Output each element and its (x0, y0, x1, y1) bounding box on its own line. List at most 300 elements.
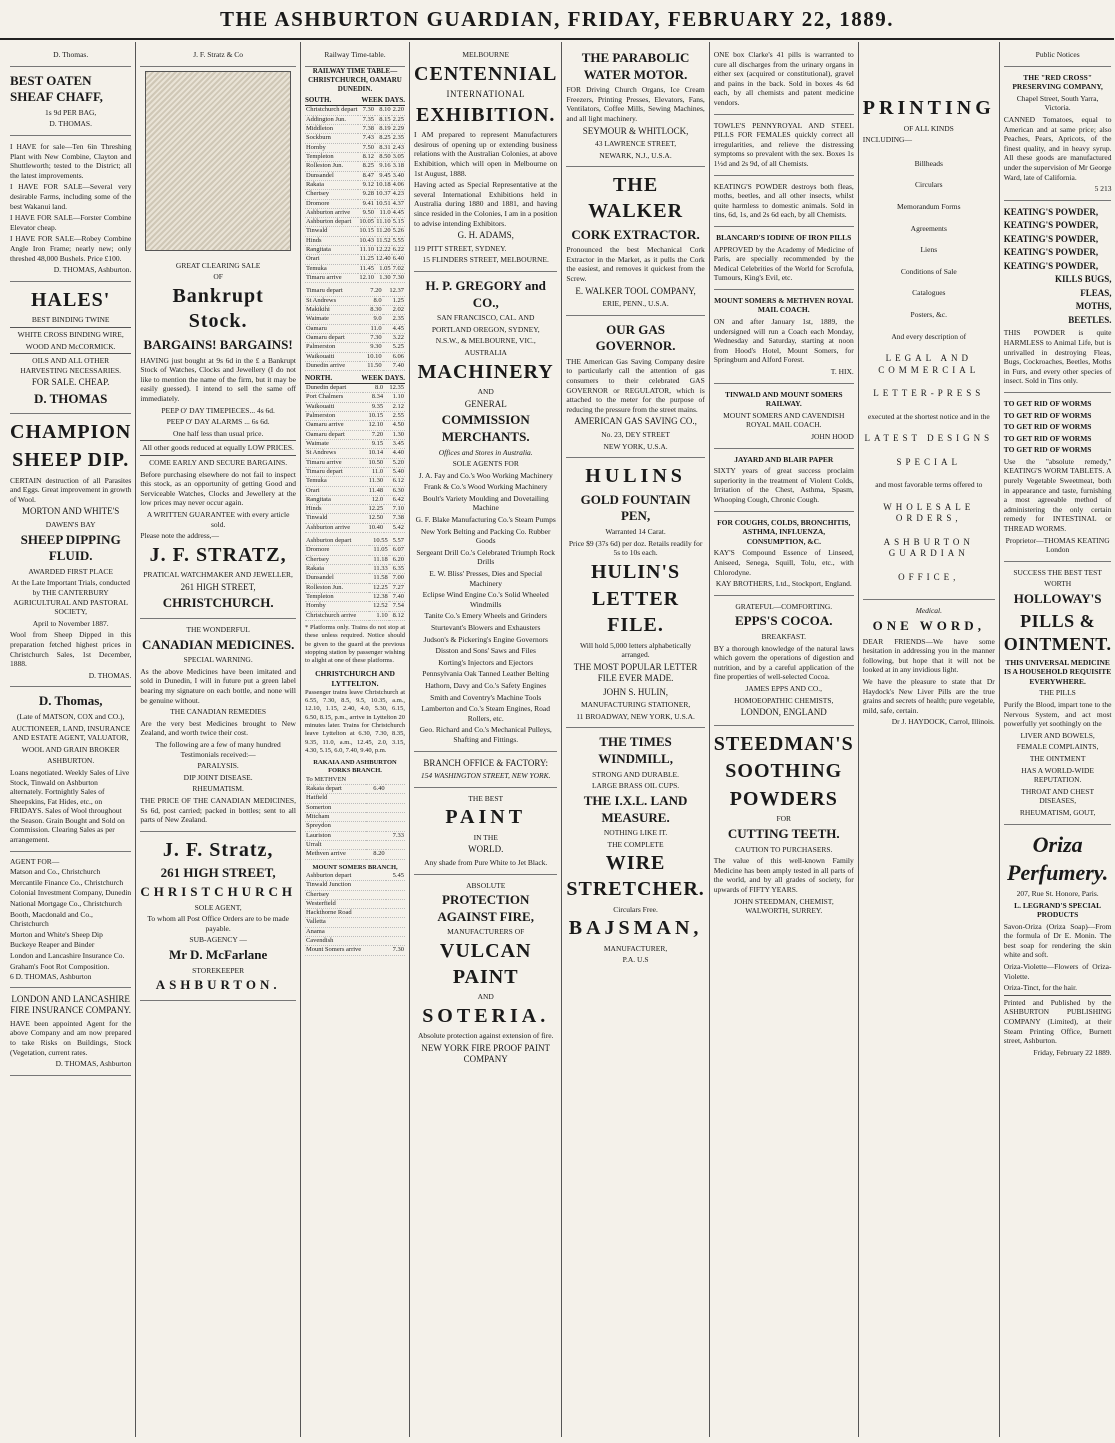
table-row (305, 324, 405, 333)
time-cell: 7.43 (358, 134, 375, 143)
table-row (305, 909, 405, 918)
station-cell: Mount Somers arrive (305, 946, 386, 955)
time-cell: 11.05 (369, 546, 389, 555)
time-cell: 7.02 (392, 264, 405, 272)
station-cell: Valletta (305, 918, 386, 927)
water-motor-ad: THE PARABOLIC WATER MOTOR. FOR Driving Church Organs, Ice Cream Freezers, Printing Presses, Elevators, Fans, Ventilators, Coffee Mills, Sewing Machines, and all light machinery. SEYMOUR & WHITLOCK, 43 LAWRENCE STREET, NEWARK, N.J., U.S.A. (566, 44, 704, 167)
steedman-ad: STEEDMAN'S SOOTHING POWDERS FOR CUTTING TEETH. CAUTION TO PURCHASERS. The value of this well-known Family Medicine has been amply tested in all parts of the world, and by all grades of society, for upwards of FIFTY YEARS. JOHN STEEDMAN, CHEMIST, WALWORTH, SURREY. (713, 732, 854, 916)
time-cell: 5.26 (392, 227, 405, 235)
time-cell: 7.40 (389, 592, 405, 601)
tinwald-coach-ad: TINWALD AND MOUNT SOMERS RAILWAY. MOUNT SOMERS AND CAVENDISH ROYAL MAIL COACH. JOHN HOOD (714, 384, 854, 449)
station-cell: Palmerston (305, 343, 360, 352)
time-cell: 7.20 (363, 430, 384, 439)
branch-office-ad: BRANCH OFFICE & FACTORY: 154 WASHINGTON STREET, NEW YORK. (414, 752, 557, 788)
table-row (305, 602, 405, 611)
station-cell: Cavendish (305, 937, 386, 946)
time-cell: 5.20 (384, 458, 405, 467)
station-cell: Chertsey (305, 890, 386, 899)
walker-ad: THE WALKER CORK EXTRACTOR. Pronounced the best Mechanical Cork Extractor in the Market, as it pulls the Cork the easiest, and removes it quickest from the Screw. E. WALKER TOOL COMPANY, ERIE, PENN., U.S.A. (566, 167, 704, 315)
time-cell: 8.10 (375, 106, 392, 115)
time-cell: 2.43 (392, 143, 405, 151)
table-row (305, 794, 405, 803)
table-row (305, 352, 405, 361)
table-row (305, 822, 405, 831)
station-cell: Chertsey (305, 555, 369, 564)
list-item: J. A. Fay and Co.'s Woo Working Machinery (418, 470, 553, 480)
table-row (305, 106, 405, 115)
station-cell: Waikouaiti (305, 352, 360, 361)
table-row (305, 840, 405, 849)
time-cell (366, 794, 385, 803)
north-timetable (305, 384, 405, 533)
time-cell: 7.20 (360, 287, 382, 296)
table-row (305, 523, 405, 532)
station-cell: To METHVEN (305, 776, 366, 785)
time-cell (386, 840, 405, 849)
table-row (305, 227, 405, 236)
list-item: Pennsylvania Oak Tanned Leather Belting (422, 669, 550, 679)
table-row (305, 393, 405, 402)
station-cell: Hinds (305, 505, 363, 514)
time-cell: 9.28 (358, 190, 375, 199)
station-cell: Rakaia (305, 565, 369, 574)
time-cell: 6.42 (384, 495, 405, 504)
table-row (305, 505, 405, 514)
time-cell: 1.10 (384, 393, 405, 402)
time-cell: 4.50 (384, 421, 405, 430)
north2-timetable (305, 537, 405, 621)
time-cell: 7.40 (383, 361, 405, 370)
time-cell: 11.25 (359, 255, 375, 263)
column-1 (6, 42, 136, 1437)
station-cell: Oamaru arrive (305, 421, 363, 430)
time-cell: 1.30 (375, 274, 392, 283)
table-row (305, 486, 405, 495)
time-cell: 8.19 (375, 125, 392, 134)
time-cell: 8.34 (363, 393, 384, 402)
time-cell: 10.55 (369, 537, 389, 546)
time-cell: 11.0 (375, 208, 392, 217)
time-cell: 7.30 (360, 333, 382, 342)
time-cell: 11.0 (360, 324, 382, 333)
station-cell: Templeton (305, 592, 369, 601)
time-cell: 7.30 (386, 946, 405, 955)
time-cell (386, 937, 405, 946)
station-cell: Dunsandel (305, 171, 358, 180)
time-cell (386, 822, 405, 831)
time-cell: 11.52 (376, 236, 391, 244)
time-cell: 7.27 (389, 583, 405, 592)
table-row (305, 611, 405, 620)
table-row (305, 246, 405, 255)
table-row (305, 785, 405, 794)
time-cell: 3.45 (384, 439, 405, 448)
station-cell: Ashburton arrive (305, 523, 363, 532)
imprint: Printed and Published by the ASHBURTON PUBLISHING COMPANY (Limited), at their Steam Printing Office, Burnett street, Ashburton. (1003, 997, 1112, 1046)
towle-pills-ad: TOWLE'S PENNYROYAL AND STEEL PILLS FOR FEMALES quickly correct all irregularities, and relieve the distressing symptoms so prevalent with the sex. Boxes 1s 1½d and 2s 9d, of all Chemists. (714, 115, 854, 176)
blancard-ad: BLANCARD'S IODINE OF IRON PILLS APPROVED by the Academy of Medicine of Paris, are specially recommended by the Medical Celebrities of the World for Scrofula, Tumours, King's Evil, etc. (714, 227, 854, 290)
station-cell: Waimate (305, 439, 363, 448)
mount-somers-timetable (305, 872, 405, 956)
list-item: Sergeant Drill Co.'s Celebrated Triumph Rock Drills (416, 547, 556, 567)
holloway-ad: SUCCESS THE BEST TEST WORTH HOLLOWAY'S PILLS & OINTMENT. THIS UNIVERSAL MEDICINE IS A HOUSEHOLD REQUISITE EVERYWHERE. THE PILLS Purify the Blood, impart tone to the Nervous System, and act most powerfully yet soothingly on the LIVER AND BOWELS, FEMALE COMPLAINTS, THE OINTMENT HAS A WORLD-WIDE REPUTATION. THROAT AND CHEST DISEASES, RHEUMATISM, GOUT, (1004, 562, 1112, 825)
table-row (305, 495, 405, 504)
station-cell: Christchurch arrive (305, 611, 369, 620)
time-cell: 9.0 (360, 315, 382, 324)
time-cell: 5.25 (383, 343, 405, 352)
table-row (305, 850, 405, 859)
time-cell (386, 785, 405, 794)
table-row (305, 813, 405, 822)
station-cell: Mitcham (305, 813, 366, 822)
time-cell: 9.50 (358, 208, 375, 217)
time-cell: 1.10 (369, 611, 389, 620)
lyttelton-title: CHRISTCHURCH AND LYTTELTON. (315, 669, 395, 689)
time-cell: 11.10 (359, 246, 375, 254)
station-cell: Addington Jun. (305, 115, 358, 124)
table-row (305, 890, 405, 899)
chaff-ad: BEST OATEN SHEAF CHAFF, 1s 9d PER BAG, D. THOMAS. (10, 67, 131, 136)
table-row (305, 927, 405, 936)
station-cell: Dunedin arrive (305, 361, 360, 370)
oriza-ad: Oriza Perfumery. 207, Rue St. Honore, Paris. L. LEGRAND'S SPECIAL PRODUCTS Savon-Oriza (Oriza Soap)—From the formula of Dr E. Monin. The best soap for rendering the skin white and soft. Oriza-Violette—Flowers of Oriza-Violette. Oriza-Tinct, for the hair. Printed and Published by the ASHBURTON PUBLISHING COMPANY (Limited), at their Steam Printing Office, Burnett street, Ashburton. Friday, February 22 1889. (1003, 831, 1112, 1057)
time-cell: 12.40 (376, 255, 391, 263)
rakaia-title: RAKAIA AND ASHBURTON FORKS BRANCH. (313, 759, 397, 775)
time-cell (386, 803, 405, 812)
station-cell: Ashburton depart (305, 537, 369, 546)
time-cell: 11.0 (363, 467, 384, 476)
insurance-ad: LONDON AND LANCASHIRE FIRE INSURANCE COMPANY. HAVE been appointed Agent for the above Company and am now prepared to take Risks on Buildings, Stock (Vegetation, current rates. D. THOMAS, Ashburton (10, 988, 131, 1076)
station-cell: Timaru depart (305, 287, 360, 296)
exhibition-ad: MELBOURNE CENTENNIAL INTERNATIONAL EXHIBITION. I AM prepared to represent Manufacturers desirous of opening up or extending business relations with the Australian Colonies, at above Exhibition, which will open in Melbourne on 1st August, 1888. Having acted as Special Representative at the several International Exhibitions held in Australia during 1880 and 1881, and having since resided in the Colonies, I am in a position to advise intending Exhibitors. G. H. ADAMS, 119 PITT STREET, SYDNEY. 15 FLINDERS STREET, MELBOURNE. (414, 44, 557, 272)
time-cell (366, 803, 385, 812)
table-row (305, 574, 405, 583)
time-cell: 11.20 (376, 227, 391, 235)
rakaia-timetable (305, 776, 405, 860)
time-cell: 7.35 (358, 115, 375, 124)
printing-ad: PRINTING OF ALL KINDS INCLUDING— Billheads Circulars Memorandum Forms Agreements Liens Conditions of Sale Catalogues Posters, &c. And every description of LEGAL AND COMMERCIAL LETTER-PRESS executed at the shortest notice and in the LATEST DESIGNS SPECIAL and most favorable terms offered to WHOLESALE ORDERS, ASHBURTON GUARDIAN OFFICE, (863, 44, 995, 600)
table-row (305, 449, 405, 458)
table-row (305, 333, 405, 342)
table-row (305, 555, 405, 564)
table-row (305, 152, 405, 161)
table-row (305, 881, 405, 890)
time-cell (366, 813, 385, 822)
station-cell: St Andrews (305, 449, 363, 458)
table-row (305, 946, 405, 955)
station-cell: Waikouaiti (305, 402, 363, 411)
table-row (305, 402, 405, 411)
station-cell: Temuka (305, 477, 363, 486)
gas-governor-ad: OUR GAS GOVERNOR. THE American Gas Saving Company desire to particularly call the attention of gas consumers to their celebrated GAS GOVERNOR or REGULATOR, which is attached to the meter for the purpose of reducing the pressure from the street mains. AMERICAN GAS SAVING CO., No. 23, DEY STREET NEW YORK, U.S.A. (566, 316, 704, 459)
timaru-timetable (305, 287, 405, 371)
time-cell: 1.30 (384, 430, 405, 439)
time-cell (386, 899, 405, 908)
station-cell: Westerfield (305, 899, 386, 908)
shop-engraving-image (145, 71, 291, 251)
time-cell: 10.18 (376, 180, 391, 188)
auctioneer-ad: D. Thomas, (Late of MATSON, COX and CO.), AUCTIONEER, LAND, INSURANCE AND ESTATE AGENT, VALUATOR, WOOL AND GRAIN BROKER ASHBURTON. Loans negotiated. Weekly Sales of Live Stock, Tinwald on Ashburton alternately. Fortnightly Sales of Sheepskins, Fat Hides, etc., on FRIDAYS. Sales of Wool throughout the Season. Grain Bought and Sold on Commission. Clearing Sales as per arrangement. (10, 687, 131, 851)
time-cell: 10.05 (359, 218, 375, 226)
table-row (305, 236, 405, 245)
mount-somers-title: MOUNT SOMERS BRANCH, (312, 863, 398, 871)
table-row (305, 190, 405, 199)
station-cell: Urralt (305, 840, 366, 849)
stratz-agency-ad: J. F. Stratz, 261 HIGH STREET, CHRISTCHURCH SOLE AGENT, To whom all Post Office Orders are to be made payable. SUB-AGENCY — Mr D. McFarlane STOREKEEPER ASHBURTON. (140, 832, 296, 1001)
time-cell: 11.58 (369, 574, 389, 583)
list-item: Hathorn, Davy and Co.'s Safety Engines (425, 680, 547, 690)
column-5 (562, 42, 709, 1437)
station-cell: Somerton (305, 803, 366, 812)
agent-list (414, 471, 557, 745)
column-4 (410, 42, 562, 1437)
time-cell (366, 822, 385, 831)
time-cell: 3.40 (392, 171, 405, 179)
gregory-ad: H. P. GREGORY and CO., SAN FRANCISCO, CAL. AND PORTLAND OREGON, SYDNEY, N.S.W., & MELBOURNE, VIC., AUSTRALIA MACHINERY AND GENERAL COMMISSION MERCHANTS. Offices and Stores in Australia. SOLE AGENTS FOR J. A. Fay and Co.'s Woo Working Machinery Frank & Co.'s Wood Working Machinery Boult's Variety Moulding and Dovetailing Machine G. F. Blake Manufacturing Co.'s Steam Pumps New York Belting and Packing Co. Rubber Goods Sergeant Drill Co.'s Celebrated Triumph Rock Drills E. W. Bliss' Presses, Dies and Special Machinery Eclipse Wind Engine Co.'s Solid Wheeled Windmills Tanite Co.'s Emery Wheels and Grinders Sturtevant's Blowers and Exhausters Judson's & Pickering's Engine Governors Disston and Sons' Saws and Files Korting's Injectors and Ejectors Pennsylvania Oak Tanned Leather Belting Hathorn, Davy and Co.'s Safety Engines Smith and Coventry's Machine Tools Lamberton and Co.'s Steam Engines, Road Rollers, etc. Geo. Richard and Co.'s Mechanical Pulleys, Shafting and Fittings. (414, 272, 557, 752)
station-cell: Templeton (305, 152, 358, 161)
table-row (305, 180, 405, 189)
time-cell (366, 776, 385, 785)
time-cell: 10.51 (376, 199, 391, 207)
time-cell: 11.10 (376, 218, 391, 226)
time-cell: 4.37 (392, 199, 405, 207)
station-cell: Tinwald (305, 227, 358, 236)
time-cell (386, 813, 405, 822)
time-cell: 7.30 (392, 274, 405, 282)
time-cell: 11.45 (359, 264, 375, 272)
time-cell: 8.50 (375, 152, 392, 161)
time-cell: 5.55 (392, 236, 405, 244)
table-row (305, 255, 405, 264)
station-cell: Rolleston Jun. (305, 162, 358, 171)
station-cell: Chertsey (305, 190, 358, 199)
time-cell: 10.14 (363, 449, 384, 458)
table-row (305, 315, 405, 324)
time-cell (366, 831, 385, 840)
time-cell: 9.35 (363, 402, 384, 411)
station-cell: Palmerston (305, 412, 363, 421)
table-row (305, 937, 405, 946)
table-row (305, 899, 405, 908)
time-cell: 7.38 (384, 514, 405, 523)
column-header: J. F. Stratz & Co (140, 44, 296, 67)
station-cell: Rangitata (305, 246, 358, 255)
station-cell: Anama (305, 927, 386, 936)
time-cell: 12.10 (359, 274, 375, 282)
time-cell: 2.20 (392, 106, 405, 114)
station-cell: Oamaru depart (305, 333, 360, 342)
station-cell: Temuka (305, 264, 358, 273)
station-cell: Hinds (305, 236, 358, 245)
list-item: Lamberton and Co.'s Steam Engines, Road Rollers, etc. (421, 704, 551, 723)
table-row (305, 274, 405, 283)
clarke-pills-ad: ONE box Clarke's 41 pills is warranted to cure all discharges from the urinary organs in either sex (acquired or constitutional), gravel and pains in the back. Sold in boxes 4s 6d each, by all chemists and patent medicine vendors. (714, 44, 854, 115)
time-cell: 10.37 (376, 190, 391, 198)
table-row (305, 537, 405, 546)
time-cell: 7.54 (389, 602, 405, 611)
table-row (305, 143, 405, 152)
table-row (305, 134, 405, 143)
time-cell: 12.25 (369, 583, 389, 592)
list-item: Disston and Sons' Saws and Files (435, 646, 536, 656)
paint-ad: THE BEST PAINT IN THE WORLD. Any shade from Pure White to Jet Black. (414, 788, 557, 875)
time-cell: 4.23 (392, 190, 405, 198)
table-row (305, 384, 405, 393)
time-cell (386, 881, 405, 890)
south-timetable (305, 106, 405, 283)
station-cell: Rolleston Jun. (305, 583, 369, 592)
list-item: Frank & Co.'s Wood Working Machinery (423, 482, 548, 492)
table-row (305, 514, 405, 523)
station-cell: Dromore (305, 199, 358, 208)
clearing-sale-ad: GREAT CLEARING SALE OF Bankrupt Stock. BARGAINS! BARGAINS! HAVING just bought at 9s 6d in the £ a Bankrupt Stock of Watches, Clocks and Jewellery (I do not like to mention the name of the firm, but it may be easily guessed). I intend to sell the same off immediately. PEEP O' DAY TIMEPIECES... 4s 6d. PEEP O' DAY ALARMS ... 6s 6d. One half less than usual price. All other goods reduced at equally LOW PRICES. COME EARLY AND SECURE BARGAINS. Before purchasing elsewhere do not fail to inspect this stock, as an opportunity of getting Good and Serviceable Watches, Clocks and Jewellery at the low prices may never occur again. A WRITTEN GUARANTEE with every article sold. Please note the address,— J. F. STRATZ, PRATICAL WATCHMAKER AND JEWELLER, 261 HIGH STREET, CHRISTCHURCH. (140, 255, 296, 619)
windmill-ad: THE TIMES WINDMILL, STRONG AND DURABLE. LARGE BRASS OIL CUPS. THE I.X.L. LAND MEASURE. NOTHING LIKE IT. THE COMPLETE WIRE STRETCHER. Circulars Free. BAJSMAN, MANUFACTURER, P.A. U.S (566, 734, 705, 965)
list-item: Sturtevant's Blowers and Exhausters (430, 623, 541, 633)
station-cell: Timaru arrive (305, 274, 358, 283)
time-cell: 12.22 (376, 246, 391, 254)
lyttelton-text: Passenger trains leave Christchurch at 6.55, 7.30, 8.5, 9.5, 10.35, a.m., 12.10, 1.15, 2.40, 4.0, 5.30, 6.15, 6.50, 8.15, p.m., arrive in Lyttelton 20 minutes later. Trains for Christchurch leave Lyttelton at 6.30, 7.30, 8.35, 9.35, 11.0, a.m., 12.45, 2.0, 3.15, 4.30, 5.15, 6.0, 7.40, 9.40, p.m. (304, 688, 406, 754)
time-cell: 3.18 (392, 162, 405, 170)
time-cell: 2.35 (383, 315, 405, 324)
column-7 (859, 42, 1000, 1437)
column-2 (136, 42, 301, 1437)
table-row (305, 162, 405, 171)
time-cell: 5.57 (389, 537, 405, 546)
time-cell: 8.12 (358, 152, 375, 161)
time-cell: 6.12 (384, 477, 405, 486)
station-cell: Sockburn (305, 134, 358, 143)
time-cell: 8.0 (360, 296, 382, 305)
table-row (305, 565, 405, 574)
time-cell (366, 840, 385, 849)
masthead (0, 0, 1114, 40)
station-cell: Timaru depart (305, 467, 363, 476)
table-row (305, 361, 405, 370)
time-cell: 5.45 (386, 872, 405, 881)
time-cell: 6.07 (389, 546, 405, 555)
time-cell: 4.06 (392, 180, 405, 188)
time-cell: 3.05 (392, 152, 405, 160)
station-cell: Orari (305, 486, 363, 495)
station-cell: Christchurch depart (305, 106, 358, 114)
time-cell: 6.20 (389, 555, 405, 564)
time-cell: 10.40 (363, 523, 384, 532)
masthead-title: THE ASHBURTON GUARDIAN, FRIDAY, FEBRUARY 22, 1889. (219, 6, 895, 31)
time-cell: 11.48 (363, 486, 384, 495)
time-cell: 12.0 (363, 495, 384, 504)
table-row (305, 343, 405, 352)
time-cell: 4.45 (383, 324, 405, 333)
imprint-date: Friday, February 22 1889. (1033, 1047, 1112, 1057)
time-cell: 12.25 (363, 505, 384, 514)
table-row (305, 439, 405, 448)
station-cell: Rakaia depart (305, 785, 366, 794)
time-cell: 8.30 (360, 305, 382, 314)
station-cell: Dunedin depart (305, 384, 363, 393)
agents-ad: AGENT FOR— Matson and Co., Christchurch Mercantile Finance Co., Christchurch Colonial Investment Company, Dunedin National Mortgage Co., Christchurch Booth, Macdonald and Co., Christchurch Morton and White's Sheep Dip Buckeye Reaper and Binder London and Lancashire Insurance Co. Graham's Foot Rot Composition. 6 D. THOMAS, Ashburton (10, 852, 131, 988)
hulins-ad: HULINS GOLD FOUNTAIN PEN, Warranted 14 Carat. Price $9 (37s 6d) per doz. Retails readily for 5s to 10s each. HULIN'S LETTER FILE. Will hold 5,000 letters alphabetically arranged. THE MOST POPULAR LETTER FILE EVER MADE. JOHN S. HULIN, MANUFACTURING STATIONER, 11 BROADWAY, NEW YORK, U.S.A. (566, 458, 704, 728)
station-cell: Oamaru (305, 324, 360, 333)
coughs-ad: FOR COUGHS, COLDS, BRONCHITIS, ASTHMA, INFLUENZA, CONSUMPTION, &C. KAY'S Compound Essence of Linseed, Aniseed, Senega, Squill, Tolu, etc., with Chlorodyne. KAY BROTHERS, Ltd., Stockport, England. (714, 512, 854, 596)
time-cell: 10.10 (360, 352, 382, 361)
list-item: Korting's Injectors and Ejectors (438, 657, 534, 667)
time-cell: 10.50 (363, 458, 384, 467)
time-cell: 4.45 (392, 208, 405, 216)
station-cell: Hatfield (305, 794, 366, 803)
station-cell: Makikihi (305, 305, 360, 314)
time-cell: 11.33 (369, 565, 389, 574)
hales-ad: HALES' BEST BINDING TWINE WHITE CROSS BINDING WIRE, WOOD AND McCORMICK. OILS AND ALL OTHER HARVESTING NECESSARIES. FOR SALE. CHEAP. D. THOMAS (10, 282, 131, 415)
time-cell: 12.50 (363, 514, 384, 523)
haydock-medical-ad: Medical. ONE WORD, DEAR FRIENDS—We have some hesitation in addressing you in the manner following, but hope that it will not be looked at in any invidious light. We have the pleasure to state that Dr Haydock's New Liver Pills are the true grains and secrets of health; pure vegetable, mild, safe, certain. Dr J. HAYDOCK, Carrol, Illinois. (862, 606, 995, 727)
table-row (305, 430, 405, 439)
mount-somers-coach-ad: MOUNT SOMERS & METHVEN ROYAL MAIL COACH. ON and after January 1st, 1889, the undersigned will run a Coach each Monday, Wednesday and Saturday, starting at noon from Hood's Hotel, Mount Somers, for Springburn and Alford Forest. T. HIX. (714, 290, 854, 384)
time-cell: 8.47 (358, 171, 375, 180)
station-cell: Port Chalmers (305, 393, 363, 402)
station-cell: St Andrews (305, 296, 360, 305)
time-cell: 7.00 (389, 574, 405, 583)
station-cell: Oamaru depart (305, 430, 363, 439)
station-cell: Rakaia (305, 180, 358, 189)
table-row (305, 872, 405, 881)
time-cell: 9.41 (358, 199, 375, 208)
table-row (305, 583, 405, 592)
column-3 (301, 42, 410, 1437)
station-cell: Hornby (305, 143, 358, 152)
station-cell: Tinwald Junction (305, 881, 386, 890)
station-cell: Ashburton depart (305, 218, 358, 227)
red-cross-ad: THE "RED CROSS" PRESERVING COMPANY, Chapel Street, South Yarra, Victoria. CANNED Tomatoes, equal to American and at same price; also Peaches, Pears, Apricots, of the finest quality, and in heavy syrup. All these goods are manufactured under the supervision of Mr George Ward, late of California. 5 213 (1004, 67, 1112, 201)
time-cell: 12.35 (384, 384, 405, 393)
station-cell: Middleton (305, 125, 358, 134)
station-cell: Spreydon (305, 822, 366, 831)
table-row (305, 412, 405, 421)
time-cell: 7.38 (358, 125, 375, 134)
time-cell: 12.38 (369, 592, 389, 601)
table-row (305, 546, 405, 555)
time-cell: 10.15 (359, 227, 375, 235)
time-cell: 6.40 (366, 785, 385, 794)
time-cell: 12.10 (363, 421, 384, 430)
time-cell: 6.06 (383, 352, 405, 361)
table-row (305, 171, 405, 180)
time-cell: 6.40 (392, 255, 405, 263)
station-cell: Methven arrive (305, 850, 366, 859)
list-item: Boult's Variety Moulding and Dovetailing Machine (422, 493, 549, 513)
sale-ad: I HAVE for sale—Ten 6in Threshing Plant with New Combine, Clayton and Shuttleworth; tested to the District; all the latest improvements. I HAVE FOR SALE—Several very desirable Farms, including some of the best Wakanui land. I HAVE FOR SALE—Forster Combine Elevator cheap. I HAVE FOR SALE—Robey Combine Angle Iron Frame; nearly new; only threshed 48,000 Bushels. Price £100. D. THOMAS, Ashburton. (10, 136, 131, 282)
jayard-ad: JAYARD AND BLAIR PAPER SIXTY years of great success proclaim superiority in the treatment of Violent Colds, Irritation of the Chest, Asthma, Spasm, Whooping Cough, Chronic Cough. (714, 449, 854, 512)
time-cell (386, 776, 405, 785)
station-cell: Tinwald (305, 514, 363, 523)
column-header: Railway Time-table. (305, 44, 405, 67)
time-cell: 2.35 (392, 134, 405, 142)
time-cell: 9.45 (375, 171, 392, 180)
station-cell: Ashburton depart (305, 872, 386, 881)
time-cell: 12.37 (383, 287, 405, 296)
time-cell: 8.12 (389, 611, 405, 620)
table-row (305, 199, 405, 208)
time-cell (386, 909, 405, 918)
table-row (305, 287, 405, 296)
time-cell: 7.33 (386, 831, 405, 840)
table-row (305, 831, 405, 840)
table-row (305, 918, 405, 927)
table-row (305, 458, 405, 467)
column-header: D. Thomas. (10, 44, 131, 67)
canadian-medicines-ad: THE WONDERFUL CANADIAN MEDICINES. SPECIAL WARNING. As the above Medicines have been imitated and sold in Dunedin, I will in future put a green label bearing my signature on each bottle, and none will be genuine without. THE CANADIAN REMEDIES Are the very best Medicines brought to New Zealand, and worth twice their cost. The following are a few of many hundred Testimonials received:— PARALYSIS. DIP JOINT DISEASE. RHEUMATISM. THE PRICE OF THE CANADIAN MEDICINES, Ss 6d, post carried; packed in bottles; sent to all parts of New Zealand. (140, 619, 296, 832)
table-row (305, 592, 405, 601)
time-cell: 11.30 (363, 477, 384, 486)
